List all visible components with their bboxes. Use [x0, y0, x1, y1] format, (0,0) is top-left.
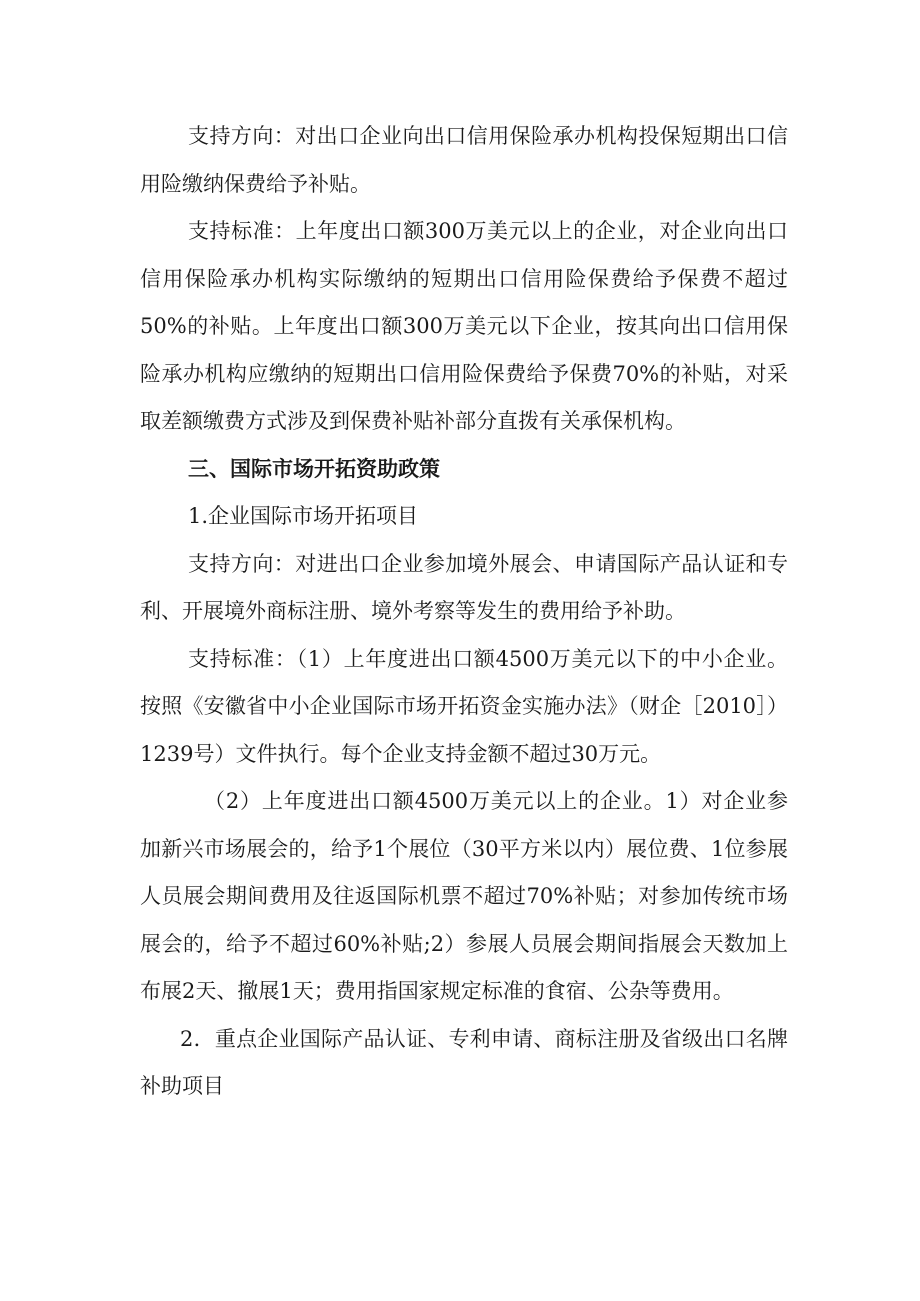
- section-heading-market-development: 三、国际市场开拓资助政策: [188, 456, 440, 481]
- paragraph-support-direction-market: 支持方向：对进出口企业参加境外展会、申请国际产品认证和专利、开展境外商标注册、境外考察等发生的费用给予补助。: [140, 551, 788, 623]
- paragraph-support-standard-insurance: 支持标准：上年度出口额300万美元以上的企业，对企业向出口信用保险承办机构实际缴纳的短期出口信用险保费给予保费不超过50%的补贴。上年度出口额300万美元以下企业，按其向出口信用保险承办机构应缴纳的短期出口信用险保费给予保费70%的补贴，对采取差额缴费方式涉及到保费补贴补部分直拨有关承保机构。: [140, 219, 788, 433]
- paragraph-support-standard-large-enterprise: （2）上年度进出口额4500万美元以上的企业。1）对企业参加新兴市场展会的，给予1个展位（30平方米以内）展位费、1位参展人员展会期间费用及往返国际机票不超过70%补贴；对参加传统市场展会的，给予不超过60%补贴;2）参展人员展会期间指展会天数加上布展2天、撤展1天；费用指国家规定标准的食宿、公杂等费用。: [140, 789, 788, 1003]
- item-heading-certification-project: 2．重点企业国际产品认证、专利申请、商标注册及省级出口名牌补助项目: [140, 1026, 788, 1098]
- document-body: [140, 113, 788, 1111]
- item-heading-market-project: 1.企业国际市场开拓项目: [188, 504, 419, 528]
- paragraph-support-direction-insurance: 支持方向：对出口企业向出口信用保险承办机构投保短期出口信用险缴纳保费给予补贴。: [140, 124, 788, 196]
- paragraph-support-standard-market: 支持标准：（1）上年度进出口额4500万美元以下的中小企业。按照《安徽省中小企业国际市场开拓资金实施办法》（财企［2010］）1239号）文件执行。每个企业支持金额不超过30万元。: [140, 646, 788, 766]
